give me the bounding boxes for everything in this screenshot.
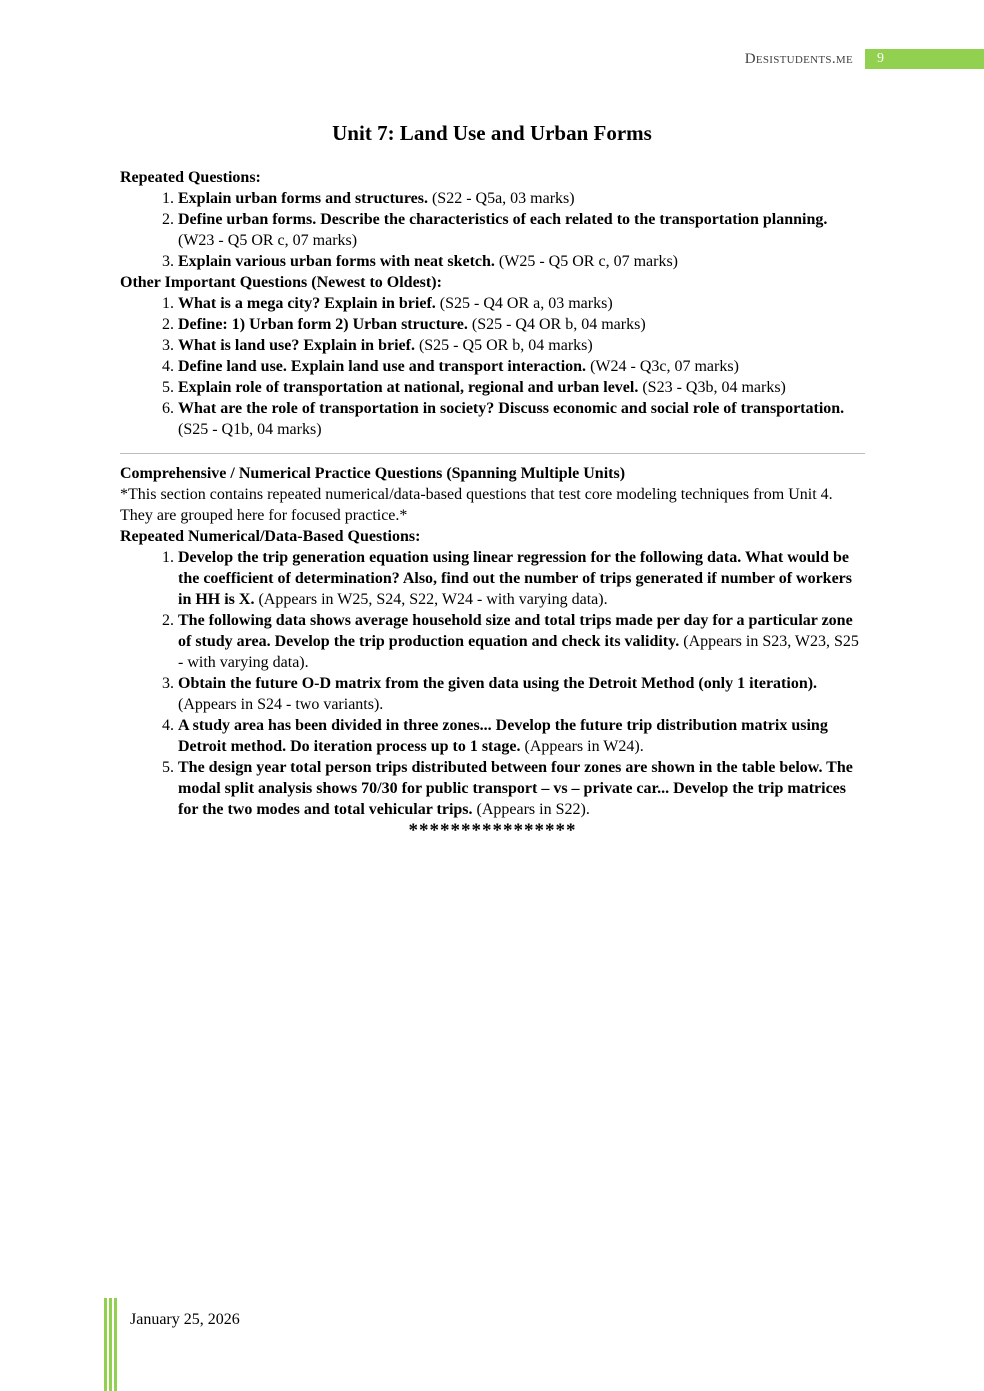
other-questions-heading: Other Important Questions (Newest to Oldest): (120, 274, 442, 291)
list-item: 6. What are the role of transportation in society? Discuss economic and social role of transportation. (S25 - Q1b, 04 marks) (178, 398, 865, 440)
list-item: 2. Define: 1) Urban form 2) Urban structure. (S25 - Q4 OR b, 04 marks) (178, 314, 865, 335)
document-body (120, 167, 865, 841)
list-item: 5. The design year total person trips distributed between four zones are shown in the table below. The modal split analysis shows 70/30 for public transport – vs – private car... Develop the trip matrices for the two modes and total vehicular trips. (Appears in S22). (178, 757, 865, 820)
list-item: 4. Define land use. Explain land use and transport interaction. (W24 - Q3c, 07 marks) (178, 356, 865, 377)
numerical-questions-list (120, 547, 865, 820)
page-number: 9 (877, 51, 884, 66)
list-item: 4. A study area has been divided in three zones... Develop the future trip distribution matrix using Detroit method. Do iteration process up to 1 stage. (Appears in W24). (178, 715, 865, 757)
numerical-questions-heading: Repeated Numerical/Data-Based Questions: (120, 528, 421, 545)
comprehensive-note: *This section contains repeated numerical/data-based questions that test core modeling techniques from Unit 4. They are grouped here for focused practice.* (120, 486, 833, 524)
list-item: 1. What is a mega city? Explain in brief. (S25 - Q4 OR a, 03 marks) (178, 293, 865, 314)
section-divider (120, 453, 865, 454)
list-item: 3. What is land use? Explain in brief. (S25 - Q5 OR b, 04 marks) (178, 335, 865, 356)
end-marker: **************** (408, 820, 577, 841)
list-item: 2. The following data shows average household size and total trips made per day for a particular zone of study area. Develop the trip production equation and check its validity. (Appears in S23, W23, S25 - with varying data). (178, 610, 865, 673)
list-item: 5. Explain role of transportation at national, regional and urban level. (S23 - Q3b, 04 marks) (178, 377, 865, 398)
header-site-name: Desistudents.me (744, 51, 853, 67)
page-title: Unit 7: Land Use and Urban Forms (332, 121, 652, 145)
list-item: 1. Develop the trip generation equation using linear regression for the following data. What would be the coefficient of determination? Also, find out the number of trips generated if number of workers in HH is X. (Appears in W25, S24, S22, W24 - with varying data). (178, 547, 865, 610)
list-item: 1. Explain urban forms and structures. (S22 - Q5a, 03 marks) (178, 188, 865, 209)
list-item: 3. Explain various urban forms with neat sketch. (W25 - Q5 OR c, 07 marks) (178, 251, 865, 272)
list-item: 2. Define urban forms. Describe the characteristics of each related to the transportation planning. (W23 - Q5 OR c, 07 marks) (178, 209, 865, 251)
comprehensive-heading: Comprehensive / Numerical Practice Questions (Spanning Multiple Units) (120, 465, 626, 482)
footer-bars (104, 1298, 118, 1391)
repeated-questions-list (120, 188, 865, 272)
other-questions-list (120, 293, 865, 440)
repeated-questions-heading: Repeated Questions: (120, 169, 261, 186)
list-item: 3. Obtain the future O-D matrix from the given data using the Detroit Method (only 1 iteration). (Appears in S24 - two variants). (178, 673, 865, 715)
footer-date: January 25, 2026 (130, 1311, 240, 1328)
